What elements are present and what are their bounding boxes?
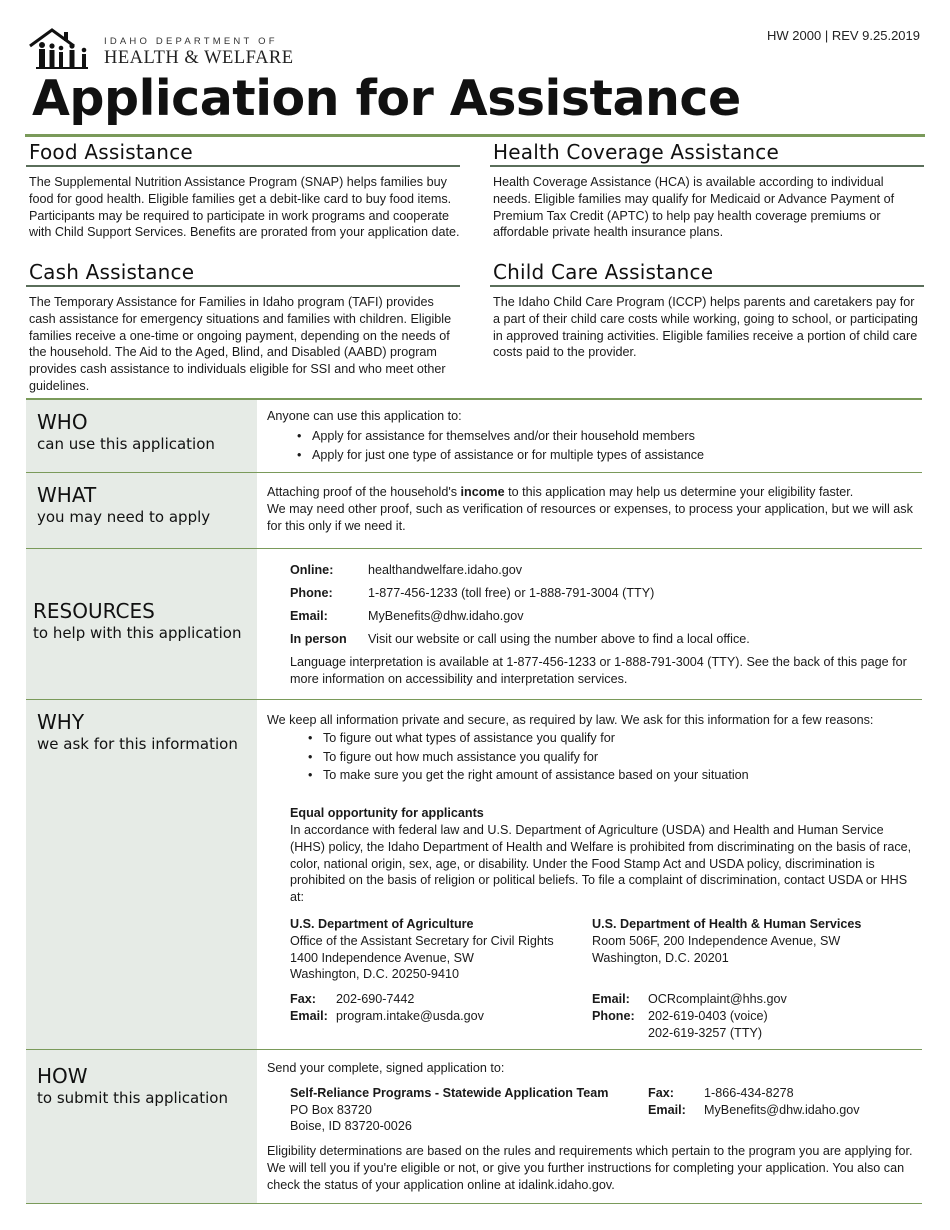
resource-phone-row xyxy=(290,582,920,605)
program-child xyxy=(490,259,924,361)
section-why-subheading: we ask for this information xyxy=(37,735,238,753)
section-resources-label xyxy=(26,549,257,699)
resource-email-row: Email: MyBenefits@dhw.idaho.gov xyxy=(290,605,920,628)
hhs-line2: Washington, D.C. 20201 xyxy=(592,950,729,965)
usda-line1: Office of the Assistant Secretary for Civil Rights xyxy=(290,933,554,948)
how-intro: Send your complete, signed application to: xyxy=(267,1061,505,1075)
what-proof-text xyxy=(267,484,920,501)
list-item: • To figure out what types of assistance you qualify for xyxy=(308,729,920,748)
team-name: Self-Reliance Programs - Statewide Application Team xyxy=(290,1085,609,1100)
section-resources-subheading: to help with this application xyxy=(33,624,242,642)
email-link[interactable]: MyBenefits@dhw.idaho.gov xyxy=(368,609,524,623)
hhs-name: U.S. Department of Health & Human Services xyxy=(592,916,862,931)
list-item: • Apply for assistance for themselves and/or their household members xyxy=(297,427,920,446)
program-health-text: Health Coverage Assistance (HCA) is available according to individual needs. Eligible families may qualify for Medicaid or Advance Payment of Premium Tax Credit (APTC) to help pay health coverage premiums or affordable private health insurance plans. xyxy=(493,175,895,240)
section-why-heading: WHY xyxy=(37,710,85,734)
hhs-tty-row xyxy=(592,1025,861,1042)
complaint-contacts xyxy=(290,916,920,1042)
section-how xyxy=(26,1050,922,1204)
section-how-subheading: to submit this application xyxy=(37,1089,228,1107)
usda-contact xyxy=(290,916,592,1042)
program-health-title: Health Coverage Assistance xyxy=(490,139,924,167)
section-resources xyxy=(26,549,922,700)
program-cash-title: Cash Assistance xyxy=(26,259,460,287)
hhs-phone-tty: 202-619-3257 (TTY) xyxy=(648,1025,763,1040)
section-who-label xyxy=(26,400,257,472)
what-other-proof-text: We may need other proof, such as verification of resources or expenses, to process your application, but we will ask for this only if we need it. xyxy=(267,501,913,533)
list-item: • To make sure you get the right amount of assistance based on your situation xyxy=(308,766,920,785)
usda-line2: 1400 Independence Avenue, SW xyxy=(290,950,474,965)
hhs-contact xyxy=(592,916,861,1042)
resource-online-row: Online: healthandwelfare.idaho.gov xyxy=(290,559,920,582)
section-what-heading: WHAT xyxy=(37,483,97,507)
usda-fax-row xyxy=(290,991,592,1008)
usda-email-link[interactable]: program.intake@usda.gov xyxy=(336,1008,484,1023)
section-resources-heading: RESOURCES xyxy=(33,599,155,623)
section-how-content xyxy=(257,1050,922,1203)
program-food xyxy=(26,139,460,241)
section-who-content xyxy=(257,400,922,472)
section-what-subheading: you may need to apply xyxy=(37,508,211,526)
section-how-heading: HOW xyxy=(37,1064,88,1088)
section-what xyxy=(26,473,922,549)
section-who-heading: WHO xyxy=(37,410,88,434)
usda-line3: Washington, D.C. 20250-9410 xyxy=(290,967,459,982)
eligibility-footer: Eligibility determinations are based on the rules and requirements which pertain to the program you are applying for. We will tell you if you're eligible or not, or give you further instructions for completing your application. You also can check the status of your application online at idalink.idaho.gov. xyxy=(267,1144,913,1192)
list-item: • Apply for just one type of assistance or for multiple types of assistance xyxy=(297,446,920,465)
section-resources-content xyxy=(257,549,922,699)
section-what-content xyxy=(257,473,922,548)
language-note: Language interpretation is available at 1-877-456-1233 or 1-888-791-3004 (TTY). See the back of this page for more information on accessibility and interpretation services. xyxy=(290,655,907,686)
program-cash xyxy=(26,259,460,395)
usda-email-row xyxy=(290,1008,592,1025)
resource-inperson-row xyxy=(290,628,920,651)
section-why-content xyxy=(257,700,922,1049)
hhs-email-row xyxy=(592,991,861,1008)
page-title: Application for Assistance xyxy=(32,70,741,127)
section-why-label xyxy=(26,700,257,1049)
who-intro: Anyone can use this application to: xyxy=(267,409,462,423)
house-family-icon xyxy=(28,28,96,72)
program-food-text: The Supplemental Nutrition Assistance Program (SNAP) helps families buy food for good health. Eligible families get a debit-like card to buy food items. Participants may be required to participate in work programs and cooperate with Child Support Services. Benefits are prorated from your application date. xyxy=(29,175,460,240)
hhs-email-label: Email: xyxy=(592,992,630,1007)
form-id: HW 2000 | REV 9.25.2019 xyxy=(767,28,920,43)
usda-name: U.S. Department of Agriculture xyxy=(290,916,474,931)
how-email-link[interactable]: MyBenefits@dhw.idaho.gov xyxy=(704,1102,860,1117)
hhs-phone-label: Phone: xyxy=(592,1008,635,1023)
program-health xyxy=(490,139,924,241)
how-fax-email xyxy=(648,1085,860,1135)
program-child-text: The Idaho Child Care Program (ICCP) helps parents and caretakers pay for a part of their child care costs while working, going to school, or participating in approved training activities. Eligible families receive a portion of child care costs paid to the provider. xyxy=(493,295,918,360)
section-why xyxy=(26,700,922,1050)
why-intro: We keep all information private and secure, as required by law. We ask for this information for a few reasons: xyxy=(267,713,874,727)
hhs-line1: Room 506F, 200 Independence Avenue, SW xyxy=(592,933,841,948)
what-text-after: to this application may help us determine your eligibility faster. xyxy=(504,485,854,499)
agency-logo xyxy=(28,26,298,74)
section-what-label xyxy=(26,473,257,548)
usda-fax-value: 202-690-7442 xyxy=(336,992,415,1007)
mailing-address xyxy=(290,1085,648,1135)
hhs-phone-voice: 202-619-0403 (voice) xyxy=(648,1008,768,1023)
info-sections xyxy=(26,398,922,1204)
how-fax-row xyxy=(648,1085,860,1102)
how-address-block xyxy=(267,1085,920,1135)
po-box: PO Box 83720 xyxy=(290,1102,372,1117)
equal-opportunity-text: In accordance with federal law and U.S. Department of Agriculture (USDA) and Health and Human Service (HHS) policy, the Idaho Department of Health and Welfare is prohibited from discriminating on the basis of race, color, national origin, sex, age, or disability. Under the Food Stamp Act and USDA policy, discrimination is prohibited on the basis of religion or political beliefs. To file a complaint of discrimination, contact USDA or HHS at: xyxy=(290,822,912,905)
how-email-label: Email: xyxy=(648,1102,686,1117)
what-text-before: Attaching proof of the household's xyxy=(267,485,461,499)
what-text-bold: income xyxy=(460,485,505,499)
usda-fax-label: Fax: xyxy=(290,992,316,1007)
phone-label: Phone: xyxy=(290,586,333,600)
title-divider xyxy=(25,134,925,137)
hhs-phone-row xyxy=(592,1008,861,1025)
online-link[interactable]: healthandwelfare.idaho.gov xyxy=(368,563,523,577)
program-cash-text: The Temporary Assistance for Families in Idaho program (TAFI) provides cash assistance for emergency situations and families with children. Eligible families receive a one-time or ongoing payment, depending on the needs of the household. The Aid to the Aged, Blind, and Disabled (AABD) program provides cash assistance to individuals eligible for SSI and who meet other guidelines. xyxy=(29,295,452,393)
email-label: Email xyxy=(290,609,324,623)
agency-name: HEALTH & WELFARE xyxy=(104,48,294,68)
inperson-label: In person xyxy=(290,632,347,646)
department-line: IDAHO DEPARTMENT OF xyxy=(104,36,278,47)
phone-value: 1-877-456-1233 (toll free) or 1-888-791-3004 (TTY) xyxy=(368,586,655,600)
equal-opportunity-title: Equal opportunity for applicants xyxy=(290,806,484,821)
who-bullet-list xyxy=(267,427,920,465)
program-child-title: Child Care Assistance xyxy=(490,259,924,287)
how-fax-label: Fax: xyxy=(648,1085,674,1100)
inperson-value: Visit our website or call using the number above to find a local office. xyxy=(368,632,750,646)
section-who-subheading: can use this application xyxy=(37,435,215,453)
how-fax-value: 1-866-434-8278 xyxy=(704,1085,794,1100)
hhs-email-link[interactable]: OCRcomplaint@hhs.gov xyxy=(648,992,787,1007)
city-line: Boise, ID 83720-0026 xyxy=(290,1119,412,1134)
section-who xyxy=(26,400,922,473)
section-how-label xyxy=(26,1050,257,1203)
program-food-title: Food Assistance xyxy=(26,139,460,167)
usda-email-label: Email: xyxy=(290,1008,328,1023)
how-email-row xyxy=(648,1102,860,1119)
list-item: • To figure out how much assistance you qualify for xyxy=(308,748,920,767)
online-label: Online xyxy=(290,563,330,577)
why-bullet-list xyxy=(267,729,920,785)
